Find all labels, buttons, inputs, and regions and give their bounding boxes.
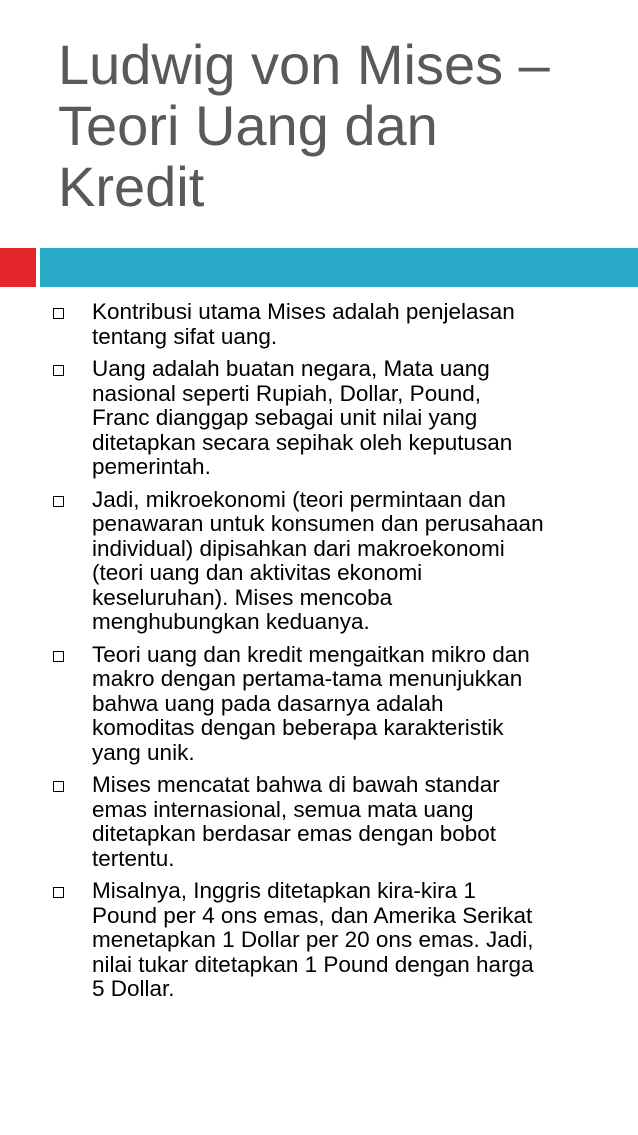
bullet-text [92, 488, 608, 635]
text-line: Mises mencatat bahwa di bawah standar [92, 772, 500, 797]
text-line: penawaran untuk konsumen dan perusahaan [92, 511, 544, 536]
text-line: emas internasional, semua mata uang [92, 796, 474, 822]
text-line: nasional seperti Rupiah, Dollar, Pound, [92, 380, 481, 406]
text-line: 5 Dollar. [92, 976, 175, 1001]
bullet-text [92, 643, 608, 766]
text-line: Misalnya, Inggris ditetapkan kira-kira 1 [92, 878, 476, 903]
text-line: komoditas dengan beberapa karakteristik [92, 715, 504, 740]
text-line: yang unik. [92, 739, 195, 765]
text-line: Franc dianggap sebagai unit nilai yang [92, 405, 478, 430]
square-bullet-icon [53, 496, 64, 507]
text-line: pemerintah. [92, 454, 211, 479]
accent-bar-red [0, 248, 36, 287]
bullet-text [92, 879, 608, 1002]
bullet-item [0, 879, 638, 1002]
text-line: Uang adalah buatan negara, Mata uang [92, 356, 490, 381]
text-line: Kontribusi utama Mises adalah penjelasan [92, 299, 515, 324]
square-bullet-icon [53, 887, 64, 898]
text-line: makro dengan pertama-tama menunjukkan [92, 666, 523, 691]
title-line: Teori Uang dan [58, 94, 438, 157]
bullet-text [92, 357, 608, 480]
text-line: individual) dipisahkan dari makroekonomi [92, 535, 505, 561]
bullet-item [0, 643, 638, 766]
text-line: Pound per 4 ons emas, dan Amerika Serikat [92, 902, 533, 928]
text-line: Jadi, mikroekonomi (teori permintaan dan [92, 486, 506, 512]
bullet-item [0, 488, 638, 635]
bullet-item [0, 357, 638, 480]
accent-bar-teal [40, 248, 638, 287]
text-line: tertentu. [92, 845, 175, 871]
text-line: menghubungkan keduanya. [92, 609, 370, 634]
text-line: keseluruhan). Mises mencoba [92, 584, 393, 610]
text-line: tentang sifat uang. [92, 323, 278, 349]
text-line: Teori uang dan kredit mengaitkan mikro dan [92, 641, 530, 667]
square-bullet-icon [53, 308, 64, 319]
bullet-text [92, 300, 608, 349]
square-bullet-icon [53, 781, 64, 792]
title-line: Ludwig von Mises – [58, 33, 550, 96]
slide-title [58, 34, 618, 217]
square-bullet-icon [53, 365, 64, 376]
title-line: Kredit [58, 155, 205, 218]
bullet-item [0, 773, 638, 871]
square-bullet-icon [53, 651, 64, 662]
bullet-item [0, 300, 638, 349]
bullet-list [0, 300, 638, 1010]
text-line: ditetapkan berdasar emas dengan bobot [92, 821, 497, 846]
text-line: ditetapkan secara sepihak oleh keputusan [92, 429, 513, 455]
text-line: menetapkan 1 Dollar per 20 ons emas. Jadi, [92, 927, 534, 952]
text-line: bahwa uang pada dasarnya adalah [92, 690, 444, 716]
text-line: (teori uang dan aktivitas ekonomi [92, 560, 423, 585]
bullet-text [92, 773, 608, 871]
text-line: nilai tukar ditetapkan 1 Pound dengan harga [92, 951, 534, 977]
